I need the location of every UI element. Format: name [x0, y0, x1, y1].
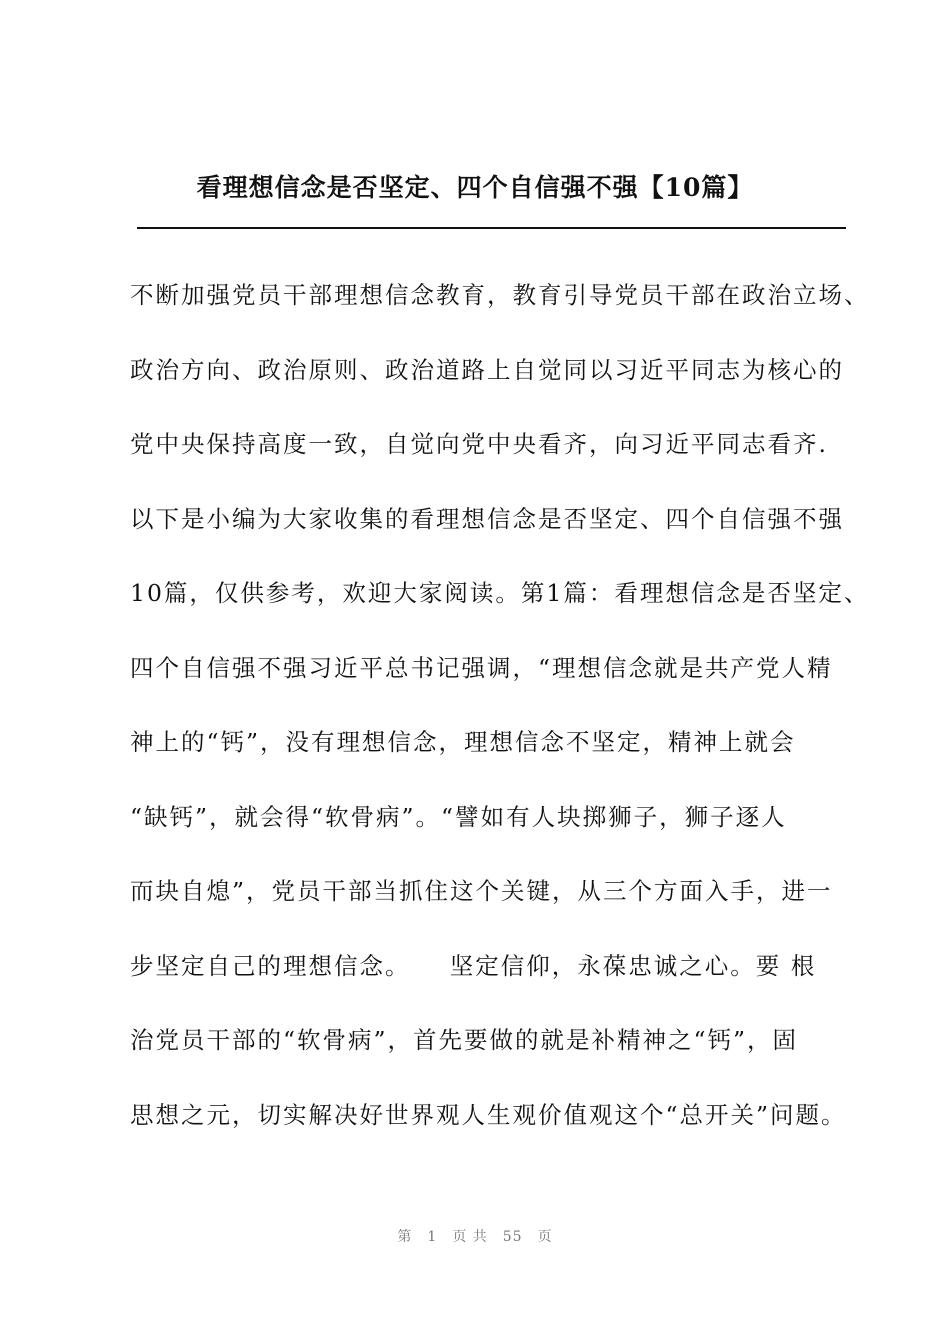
body-line: 以下是小编为大家收集的看理想信念是否坚定、四个自信强不强 [130, 504, 844, 533]
body-line: 10篇，仅供参考，欢迎大家阅读。第1篇：看理想信念是否坚定、 [130, 579, 870, 607]
body-line: 党中央保持高度一致，自觉向党中央看齐，向习近平同志看齐. [130, 430, 828, 458]
page-number-footer: 第 1 页 共 55 页 [397, 1229, 553, 1245]
body-line: 思想之元，切实解决好世界观人生观价值观这个“总开关”问题。 [130, 1100, 847, 1129]
body-line: “缺钙”，就会得“软骨病”。“譬如有人块掷狮子，狮子逐人 [130, 802, 787, 831]
body-line: 不断加强党员干部理想信念教育，教育引导党员干部在政治立场、 [130, 281, 870, 309]
document-title: 看理想信念是否坚定、四个自信强不强【10篇】 [196, 173, 754, 202]
body-line: 治党员干部的“软骨病”，首先要做的就是补精神之“钙”，固 [130, 1026, 799, 1054]
document-body [130, 270, 870, 1164]
body-line: 而块自熄”，党员干部当抓住这个关键，从三个方面入手，进一 [130, 877, 833, 905]
body-line: 神上的“钙”，没有理想信念，理想信念不坚定，精神上就会 [130, 728, 796, 756]
body-line: 步坚定自己的理想信念。 坚定信仰，永葆忠诚之心。要 根 [130, 951, 817, 980]
body-line: 政治方向、政治原则、政治道路上自觉同以习近平同志为核心的 [130, 355, 844, 384]
body-line: 四个自信强不强习近平总书记强调，“理想信念就是共产党人精 [130, 653, 833, 682]
title-underline [137, 227, 846, 229]
